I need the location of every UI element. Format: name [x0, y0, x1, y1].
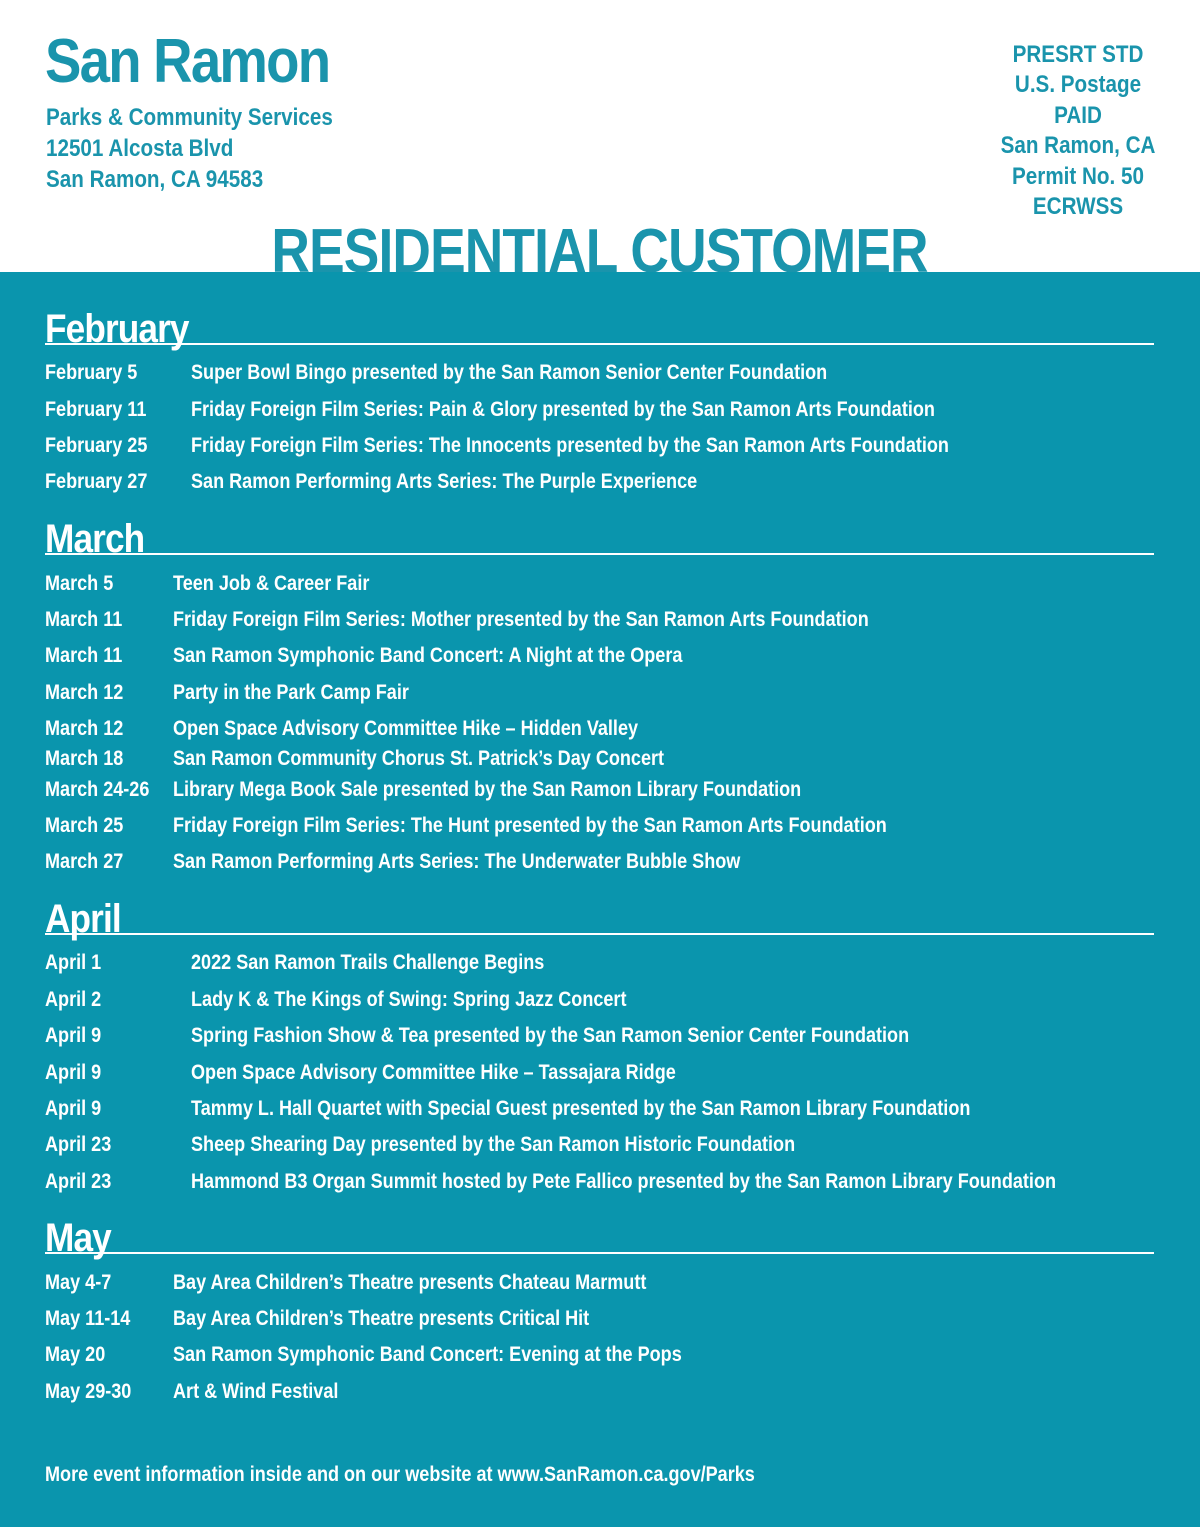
event-title: Bay Area Children’s Theatre presents Critical Hit [173, 1307, 590, 1330]
postage-line: U.S. Postage [1014, 71, 1142, 99]
address-line: Parks & Community Services [46, 104, 333, 131]
event-date: April 1 [45, 951, 102, 974]
event-row [45, 747, 1155, 777]
addressee-text: RESIDENTIAL CUSTOMER [271, 217, 929, 272]
postage-indicia [992, 40, 1164, 222]
event-row [45, 778, 1155, 808]
event-date: April 2 [45, 988, 102, 1011]
postage-line: ECRWSS [1032, 193, 1124, 221]
event-date: April 9 [45, 1097, 102, 1120]
event-date: April 9 [45, 1061, 102, 1084]
event-row [45, 1097, 1155, 1127]
return-address [46, 102, 333, 195]
event-date: March 24-26 [45, 778, 150, 801]
event-title: Art & Wind Festival [173, 1380, 339, 1403]
month-heading-february [45, 303, 1154, 351]
event-date: May 4-7 [45, 1271, 112, 1294]
event-date: May 29-30 [45, 1380, 132, 1403]
footer-note: More event information inside and on our website at www.SanRamon.ca.gov/Parks [45, 1463, 755, 1486]
event-title: Spring Fashion Show & Tea presented by the San Ramon Senior Center Foundation [191, 1024, 910, 1047]
event-title: Library Mega Book Sale presented by the San Ramon Library Foundation [173, 778, 802, 801]
addressee-banner [0, 212, 1200, 272]
event-date: March 11 [45, 644, 123, 667]
event-date: April 23 [45, 1170, 112, 1193]
event-title: San Ramon Symphonic Band Concert: A Night at the Opera [173, 644, 683, 667]
event-date: March 12 [45, 681, 124, 704]
event-title: Teen Job & Career Fair [173, 572, 370, 595]
event-row [45, 572, 1155, 602]
month-heading-may [45, 1212, 1154, 1260]
event-title: Friday Foreign Film Series: The Hunt presented by the San Ramon Arts Foundation [173, 814, 887, 837]
event-date: March 27 [45, 850, 124, 873]
organization-name: San Ramon [45, 27, 330, 96]
event-row [45, 1380, 1155, 1410]
address-line: 12501 Alcosta Blvd [46, 135, 234, 162]
event-row [45, 814, 1155, 844]
event-row [45, 1133, 1155, 1163]
event-date: February 5 [45, 361, 138, 384]
event-title: Super Bowl Bingo presented by the San Ramon Senior Center Foundation [191, 361, 828, 384]
month-title: April [45, 897, 121, 941]
month-title: May [45, 1216, 111, 1260]
event-row [45, 1343, 1155, 1373]
event-title: Party in the Park Camp Fair [173, 681, 409, 704]
event-date: March 25 [45, 814, 124, 837]
postage-line: PRESRT STD [1012, 41, 1144, 68]
event-date: March 5 [45, 572, 114, 595]
event-date: April 9 [45, 1024, 102, 1047]
event-row [45, 398, 1155, 428]
event-title: Tammy L. Hall Quartet with Special Guest presented by the San Ramon Library Foundation [191, 1097, 971, 1120]
event-row [45, 361, 1155, 391]
event-row [45, 644, 1155, 674]
event-title: Friday Foreign Film Series: The Innocents presented by the San Ramon Arts Foundation [191, 434, 949, 457]
event-row [45, 1170, 1155, 1200]
event-date: February 11 [45, 398, 147, 421]
postage-line: Permit No. 50 [1012, 162, 1144, 190]
event-date: February 25 [45, 434, 148, 457]
event-row [45, 1024, 1155, 1054]
event-row [45, 1061, 1155, 1091]
mailer-header [0, 0, 1200, 272]
event-title: Open Space Advisory Committee Hike – Tassajara Ridge [191, 1061, 676, 1084]
event-date: April 23 [45, 1133, 112, 1156]
event-date: March 18 [45, 747, 124, 770]
event-row [45, 850, 1155, 880]
event-title: San Ramon Community Chorus St. Patrick’s Day Concert [173, 747, 665, 770]
event-row [45, 1271, 1155, 1301]
event-title: Friday Foreign Film Series: Mother presented by the San Ramon Arts Foundation [173, 608, 869, 631]
event-row [45, 470, 1155, 500]
event-row [45, 717, 1155, 747]
month-title: March [45, 517, 145, 561]
event-title: Friday Foreign Film Series: Pain & Glory presented by the San Ramon Arts Foundation [191, 398, 935, 421]
event-title: San Ramon Performing Arts Series: The Underwater Bubble Show [173, 850, 741, 873]
event-row [45, 988, 1155, 1018]
event-row [45, 608, 1155, 638]
event-date: March 12 [45, 717, 124, 740]
address-line: San Ramon, CA 94583 [46, 166, 264, 193]
event-date: May 11-14 [45, 1307, 131, 1330]
event-row [45, 951, 1155, 981]
event-date: May 20 [45, 1343, 106, 1366]
postage-line: PAID [1054, 101, 1102, 129]
event-title: Bay Area Children’s Theatre presents Chateau Marmutt [173, 1271, 647, 1294]
event-title: Open Space Advisory Committee Hike – Hidden Valley [173, 717, 639, 740]
event-title: San Ramon Performing Arts Series: The Purple Experience [191, 470, 698, 493]
month-heading-april [45, 893, 1154, 941]
event-title: Lady K & The Kings of Swing: Spring Jazz Concert [191, 988, 627, 1011]
event-date: March 11 [45, 608, 123, 631]
event-row [45, 434, 1155, 464]
event-title: San Ramon Symphonic Band Concert: Evening at the Pops [173, 1343, 682, 1366]
event-title: 2022 San Ramon Trails Challenge Begins [191, 951, 545, 974]
month-heading-march [45, 513, 1154, 561]
event-title: Sheep Shearing Day presented by the San Ramon Historic Foundation [191, 1133, 796, 1156]
event-row [45, 1307, 1155, 1337]
event-date: February 27 [45, 470, 148, 493]
month-title: February [45, 307, 189, 351]
event-row [45, 681, 1155, 711]
postage-line: San Ramon, CA [1000, 132, 1156, 160]
event-title: Hammond B3 Organ Summit hosted by Pete Fallico presented by the San Ramon Library Foundation [191, 1170, 1057, 1193]
